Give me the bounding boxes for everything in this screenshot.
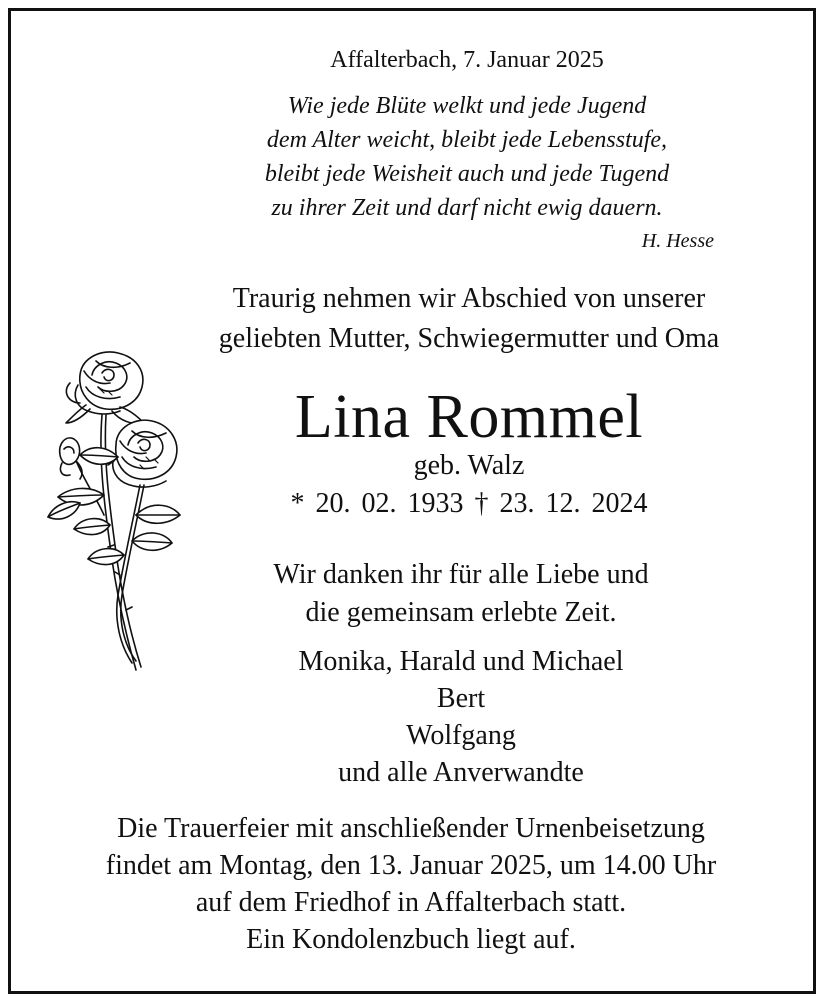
deceased-name: Lina Rommel: [294, 383, 644, 451]
poem-line: bleibt jede Weisheit auch und jede Tugend: [264, 161, 670, 187]
family-line: Wolfgang: [406, 720, 516, 751]
poem-line: dem Alter weicht, bleibt jede Lebensstufe,: [266, 127, 668, 153]
funeral-info-line: Ein Kondolenzbuch liegt auf.: [246, 924, 576, 955]
poem-author: H. Hesse: [641, 230, 714, 252]
intro-line: geliebten Mutter, Schwiegermutter und Oma: [218, 323, 720, 354]
thanks-line: Wir danken ihr für alle Liebe und: [273, 559, 649, 590]
family-line: Bert: [436, 683, 486, 714]
thanks-line: die gemeinsam erlebte Zeit.: [305, 597, 617, 628]
family-line: und alle Anverwandte: [338, 757, 584, 788]
funeral-info-line: Die Trauerfeier mit anschließender Urnenbeisetzung: [117, 813, 705, 844]
rose-icon: [40, 345, 190, 680]
place-date: Affalterbach, 7. Januar 2025: [330, 47, 604, 73]
life-dates: * 20. 02. 1933 † 23. 12. 2024: [290, 488, 648, 519]
birth-name: geb. Walz: [413, 450, 525, 481]
funeral-info-line: findet am Montag, den 13. Januar 2025, um 14.00 Uhr: [105, 850, 717, 881]
intro-line: Traurig nehmen wir Abschied von unserer: [232, 283, 706, 314]
family-line: Monika, Harald und Michael: [298, 646, 624, 677]
poem-line: Wie jede Blüte welkt und jede Jugend: [287, 93, 647, 119]
funeral-info-line: auf dem Friedhof in Affalterbach statt.: [195, 887, 627, 918]
poem-line: zu ihrer Zeit und darf nicht ewig dauern.: [271, 195, 663, 221]
